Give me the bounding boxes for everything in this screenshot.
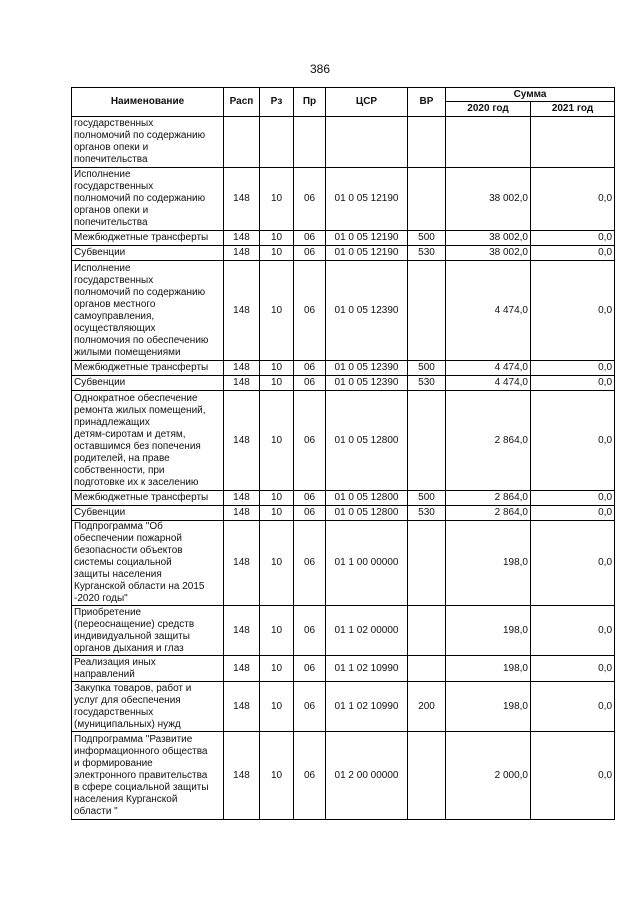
row-pr: 06 [294,391,326,491]
row-vr [408,521,446,606]
row-pr [294,117,326,168]
row-sum-2020: 198,0 [446,656,531,682]
row-name-text: Приобретение (переоснащение) средств индивидуальной защиты органов дыхания и глаз [74,606,195,654]
row-pr: 06 [294,231,326,246]
row-vr [408,656,446,682]
header-rz: Рз [260,88,294,117]
row-name [72,376,224,391]
budget-table [71,87,615,820]
row-sum-2021: 0,0 [531,656,615,682]
row-vr [408,261,446,361]
row-rasp: 148 [224,231,260,246]
header-sum: Сумма [446,88,615,102]
row-rasp: 148 [224,168,260,231]
row-vr: 530 [408,376,446,391]
row-rasp: 148 [224,261,260,361]
row-rz: 10 [260,168,294,231]
row-sum-2021: 0,0 [531,168,615,231]
row-vr [408,391,446,491]
row-name-text: Субвенции [74,247,126,258]
row-pr: 06 [294,682,326,732]
row-csr: 01 2 00 00000 [326,732,408,820]
row-sum-2021: 0,0 [531,606,615,656]
table-row [72,506,615,521]
row-rasp: 148 [224,521,260,606]
row-sum-2020: 198,0 [446,682,531,732]
table-row [72,656,615,682]
row-sum-2020: 2 864,0 [446,506,531,521]
row-pr: 06 [294,656,326,682]
row-vr: 530 [408,506,446,521]
row-rasp: 148 [224,732,260,820]
table-row [72,376,615,391]
row-rasp: 148 [224,246,260,261]
row-vr: 530 [408,246,446,261]
row-sum-2020: 198,0 [446,606,531,656]
row-sum-2020: 2 864,0 [446,391,531,491]
row-name-text: Исполнение государственных полномочий по содержанию органов местного самоуправления, осуществляющих полномочия по обеспечению жилыми помещениями [74,262,209,358]
row-rasp: 148 [224,506,260,521]
row-sum-2021: 0,0 [531,521,615,606]
row-rasp: 148 [224,376,260,391]
row-name [72,521,224,606]
row-sum-2020: 38 002,0 [446,168,531,231]
row-name-text: Межбюджетные трансферты [74,362,209,373]
row-pr: 06 [294,376,326,391]
row-sum-2020: 38 002,0 [446,231,531,246]
row-sum-2021: 0,0 [531,246,615,261]
header-pr: Пр [294,88,326,117]
row-csr: 01 0 05 12190 [326,231,408,246]
row-sum-2021: 0,0 [531,261,615,361]
row-name [72,246,224,261]
table-row [72,261,615,361]
row-sum-2020: 2 864,0 [446,491,531,506]
row-csr: 01 0 05 12800 [326,391,408,491]
table-row [72,168,615,231]
row-pr: 06 [294,261,326,361]
row-pr: 06 [294,361,326,376]
row-name-text: Субвенции [74,507,126,518]
row-rz: 10 [260,261,294,361]
row-sum-2021: 0,0 [531,231,615,246]
table-row [72,491,615,506]
row-sum-2021: 0,0 [531,376,615,391]
table-row [72,361,615,376]
row-vr: 500 [408,231,446,246]
row-sum-2021 [531,117,615,168]
row-rz: 10 [260,391,294,491]
row-csr: 01 0 05 12800 [326,506,408,521]
row-sum-2021: 0,0 [531,491,615,506]
row-pr: 06 [294,521,326,606]
row-pr: 06 [294,491,326,506]
row-rasp: 148 [224,656,260,682]
row-name-text: Однократное обеспечение ремонта жилых помещений, принадлежащих детям-сиротам и детям, оставшимся без попечения родителей, на праве собственности, при подготовке их к заселению [74,392,206,488]
row-rz: 10 [260,491,294,506]
row-name [72,656,224,682]
row-sum-2021: 0,0 [531,732,615,820]
row-csr [326,117,408,168]
row-name-text: Межбюджетные трансферты [74,232,209,243]
row-name [72,117,224,168]
row-csr: 01 0 05 12390 [326,261,408,361]
row-name [72,168,224,231]
row-name-text: Исполнение государственных полномочий по содержанию органов опеки и попечительства [74,169,206,228]
table-row [72,246,615,261]
row-pr: 06 [294,506,326,521]
row-rasp [224,117,260,168]
row-sum-2021: 0,0 [531,506,615,521]
row-rasp: 148 [224,606,260,656]
row-rz [260,117,294,168]
row-name [72,491,224,506]
row-csr: 01 0 05 12390 [326,361,408,376]
row-name [72,231,224,246]
row-name [72,506,224,521]
row-sum-2021: 0,0 [531,391,615,491]
row-name-text: Подпрограмма "Об обеспечении пожарной безопасности объектов системы социальной защиты населения Курганской области на 2015 -2020 годы" [74,521,205,604]
row-sum-2020: 4 474,0 [446,261,531,361]
row-name [72,391,224,491]
header-vr: ВР [408,88,446,117]
row-rasp: 148 [224,491,260,506]
row-csr: 01 1 00 00000 [326,521,408,606]
row-name-text: Межбюджетные трансферты [74,492,209,503]
row-name-text: Закупка товаров, работ и услуг для обеспечения государственных (муниципальных) нужд [74,682,192,730]
row-name-text: Подпрограмма "Развитие информационного общества и формирование электронного правительства в сфере социальной защиты населения Курганской области " [74,733,209,817]
row-rz: 10 [260,732,294,820]
row-rz: 10 [260,231,294,246]
header-2021: 2021 год [531,102,615,117]
row-name [72,732,224,820]
row-sum-2020 [446,117,531,168]
header-rasp: Расп [224,88,260,117]
row-rz: 10 [260,682,294,732]
row-vr [408,117,446,168]
row-vr [408,732,446,820]
row-name-text: Реализация иных направлений [74,656,156,680]
row-rasp: 148 [224,391,260,491]
row-csr: 01 1 02 10990 [326,656,408,682]
row-name [72,682,224,732]
row-rz: 10 [260,376,294,391]
row-csr: 01 1 02 10990 [326,682,408,732]
row-csr: 01 0 05 12190 [326,246,408,261]
row-pr: 06 [294,732,326,820]
table-row [72,391,615,491]
table-row [72,231,615,246]
row-pr: 06 [294,606,326,656]
row-rz: 10 [260,246,294,261]
row-sum-2020: 4 474,0 [446,376,531,391]
table-row [72,732,615,820]
row-sum-2021: 0,0 [531,361,615,376]
row-sum-2020: 4 474,0 [446,361,531,376]
row-vr [408,168,446,231]
table-row [72,521,615,606]
row-sum-2021: 0,0 [531,682,615,732]
row-name [72,606,224,656]
row-csr: 01 0 05 12190 [326,168,408,231]
header-2020: 2020 год [446,102,531,117]
row-rz: 10 [260,521,294,606]
row-csr: 01 0 05 12390 [326,376,408,391]
row-vr: 500 [408,491,446,506]
row-name-text: государственных полномочий по содержанию органов опеки и попечительства [74,118,206,165]
table-row [72,606,615,656]
row-rz: 10 [260,506,294,521]
header-name: Наименование [72,88,224,117]
row-rz: 10 [260,656,294,682]
page-number: 386 [309,62,331,76]
row-name [72,261,224,361]
row-sum-2020: 38 002,0 [446,246,531,261]
table-row [72,117,615,168]
row-csr: 01 0 05 12800 [326,491,408,506]
row-pr: 06 [294,168,326,231]
row-name-text: Субвенции [74,377,126,388]
row-rasp: 148 [224,361,260,376]
row-rz: 10 [260,606,294,656]
row-rz: 10 [260,361,294,376]
row-pr: 06 [294,246,326,261]
header-csr: ЦСР [326,88,408,117]
row-name [72,361,224,376]
table-row [72,682,615,732]
row-sum-2020: 198,0 [446,521,531,606]
row-rasp: 148 [224,682,260,732]
row-vr: 200 [408,682,446,732]
row-csr: 01 1 02 00000 [326,606,408,656]
row-vr: 500 [408,361,446,376]
row-vr [408,606,446,656]
row-sum-2020: 2 000,0 [446,732,531,820]
